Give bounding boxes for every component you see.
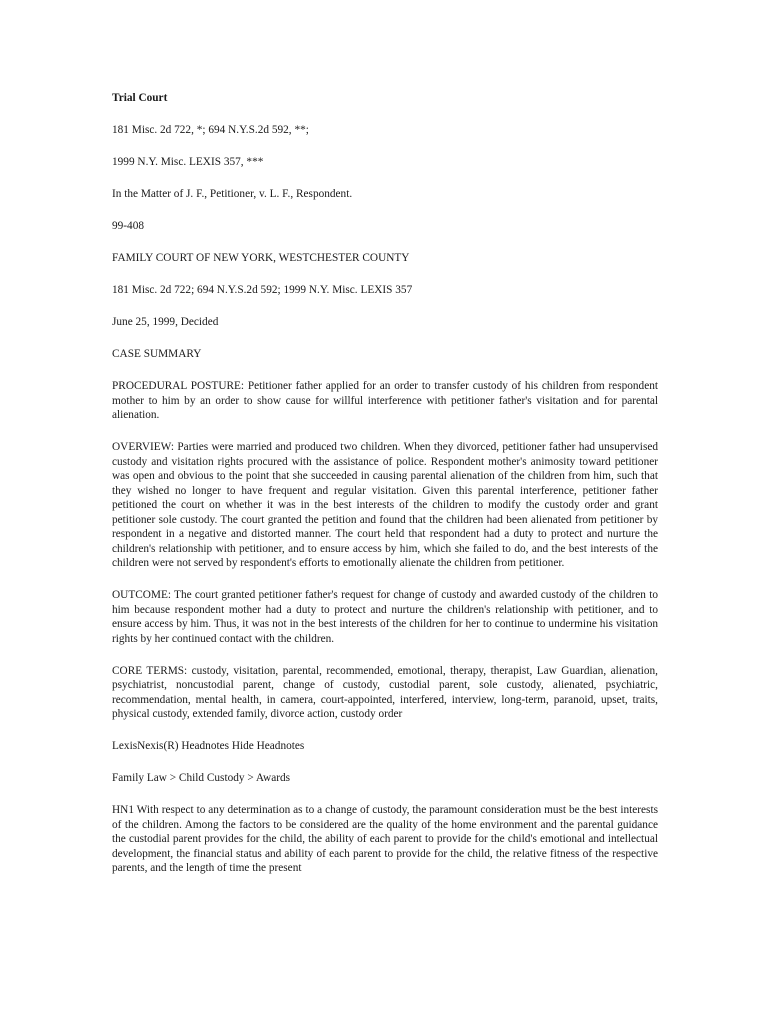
decision-date: June 25, 1999, Decided (112, 316, 219, 328)
court-name: FAMILY COURT OF NEW YORK, WESTCHESTER COUNTY (112, 252, 410, 264)
outcome-paragraph: OUTCOME: The court granted petitioner father's request for change of custody and awarded custody of the children to him because respondent mother had a duty to protect and nurture the children's relationship with petitioner, and to ensure access by him. Thus, it was not in the best interests of the children for her to continue to undermine his visitation rights by her continued contact with the children. (112, 589, 658, 645)
procedural-posture-paragraph: PROCEDURAL POSTURE: Petitioner father applied for an order to transfer custody of his children from respondent mother to him by an order to show cause for willful interference with petitioner father's visitation and for parental alienation. (112, 380, 658, 421)
full-citation: 181 Misc. 2d 722; 694 N.Y.S.2d 592; 1999 N.Y. Misc. LEXIS 357 (112, 284, 413, 296)
citation-line-1: 181 Misc. 2d 722, *; 694 N.Y.S.2d 592, **; (112, 124, 309, 136)
document-page (112, 91, 658, 876)
overview-paragraph: OVERVIEW: Parties were married and produced two children. When they divorced, petitioner father had unsupervised custody and visitation rights procured with the assistance of police. Respondent mother's animosity toward petitioner was open and obvious to the point that she succeeded in causing parental alienation of the children from him, such that they wished no longer to have frequent and regular visitation. Given this parental interference, petitioner father petitioned the court on whether it was in the best interests of the children to modify the custody order and grant petitioner sole custody. The court granted the petition and found that the children had been alienated from petitioner by respondent in a negative and distorted manner. The court held that respondent had a duty to protect and nurture the children's relationship with petitioner, and to ensure access by him, which she failed to do, and the best interests of the children were not served by respondent's efforts to emotionally alienate the children from petitioner. (112, 441, 658, 569)
headnote-1-paragraph: HN1 With respect to any determination as to a change of custody, the paramount consideration must be the best interests of the children. Among the factors to be considered are the quality of the home environment and the parental guidance the custodial parent provides for the child, the ability of each parent to provide for the child's emotional and intellectual development, the financial status and ability of each parent to provide for the child, the relative fitness of the respective parents, and the length of time the present (112, 804, 658, 874)
document-heading: Trial Court (112, 92, 168, 104)
topic-path: Family Law > Child Custody > Awards (112, 772, 291, 784)
core-terms-paragraph: CORE TERMS: custody, visitation, parental, recommended, emotional, therapy, therapist, Law Guardian, alienation, psychiatrist, noncustodial parent, change of custody, custodial parent, sole custody, alienated, psychiatric, recommendation, mental health, in camera, court-appointed, interfered, interview, long-term, paranoid, upset, traits, physical custody, extended family, divorce action, custody order (112, 664, 658, 720)
docket-number: 99-408 (112, 220, 145, 232)
headnotes-label: LexisNexis(R) Headnotes Hide Headnotes (112, 740, 305, 752)
case-name: In the Matter of J. F., Petitioner, v. L. F., Respondent. (112, 188, 353, 200)
citation-line-2: 1999 N.Y. Misc. LEXIS 357, *** (112, 156, 264, 168)
case-summary-label: CASE SUMMARY (112, 348, 202, 360)
